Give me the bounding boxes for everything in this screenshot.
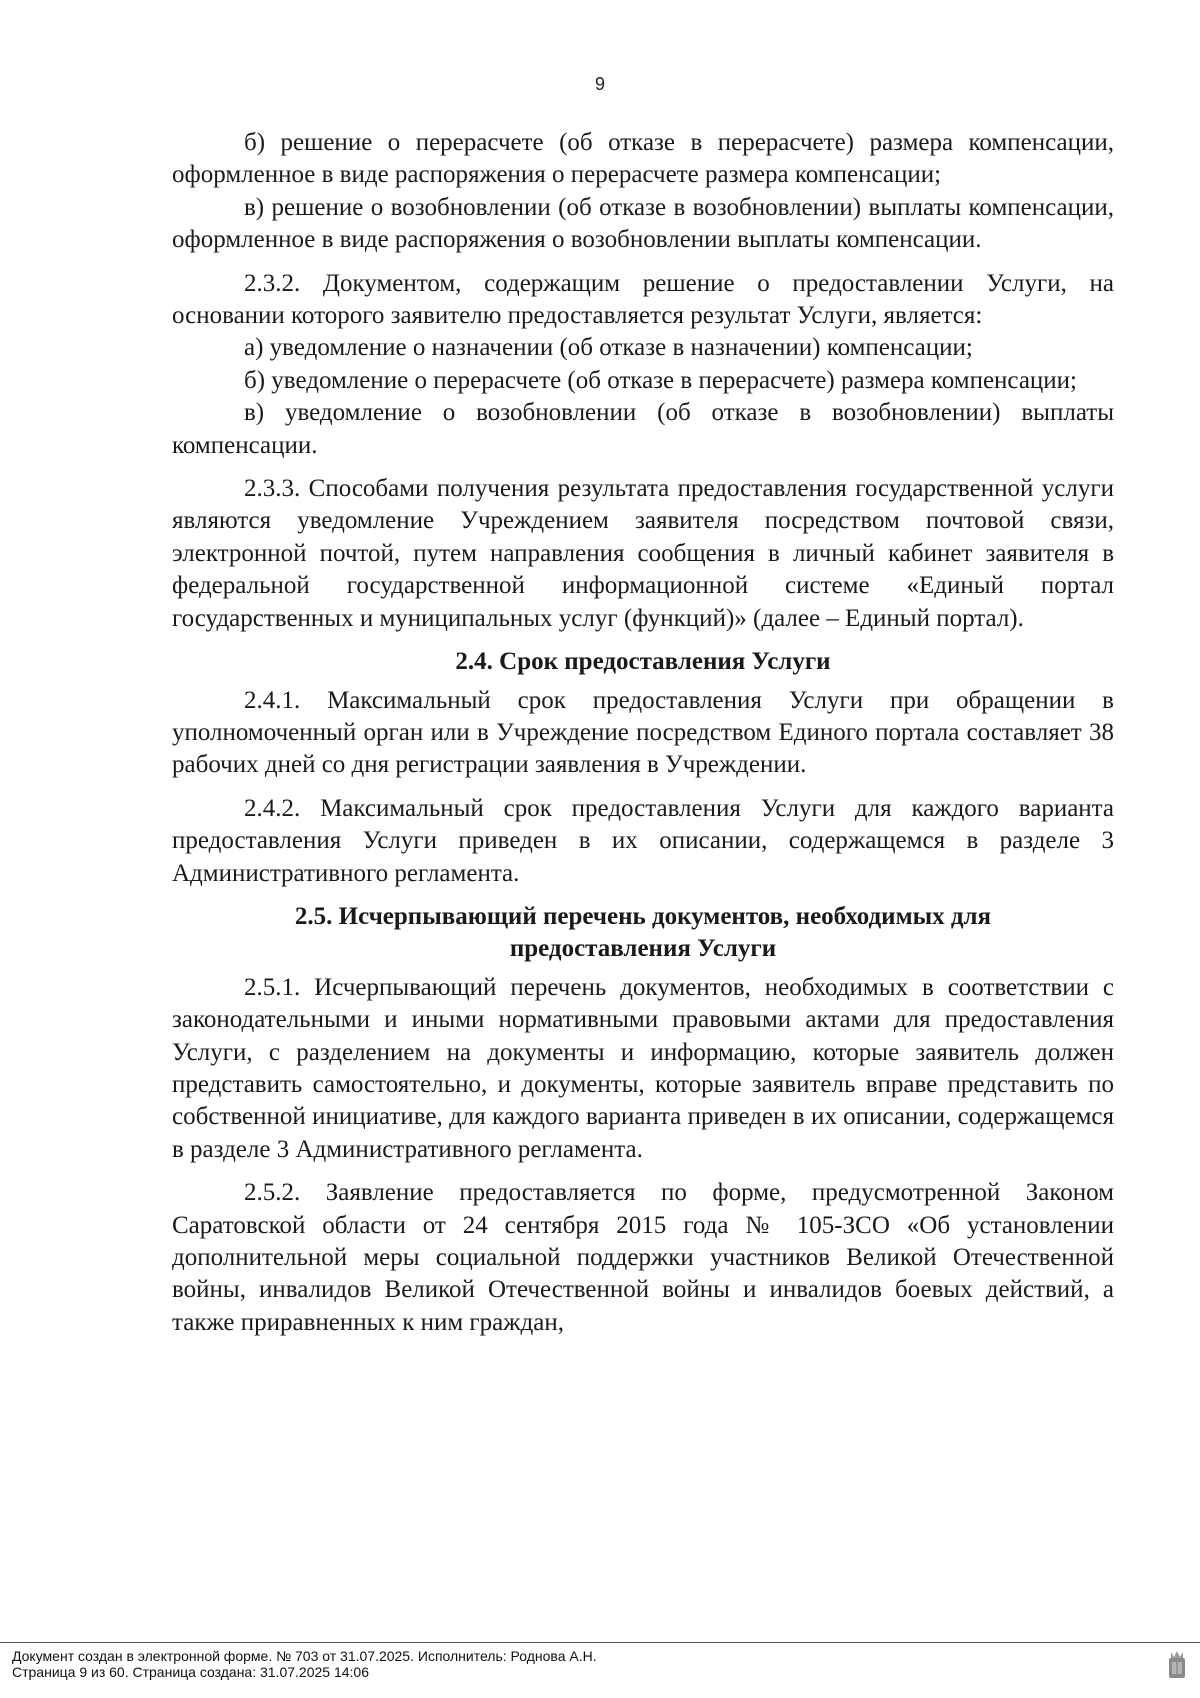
footer-divider [0, 1642, 1200, 1643]
paragraph: 2.5.2. Заявление предоставляется по форме, предусмотренной Законом Саратовской области от 24 сентября 2015 года № 105-ЗСО «Об установлении дополнительной меры социальной поддержки участников Великой Отечественной войны, инвалидов Великой Отечественной войны и инвалидов боевых действий, а также приравненных к ним граждан, [172, 1179, 1114, 1336]
paragraph: в) уведомление о возобновлении (об отказе в возобновлении) выплаты компенсации. [172, 399, 1114, 459]
section-heading: 2.4. Срок предоставления Услуги [455, 648, 831, 676]
coat-of-arms-icon [1166, 1648, 1188, 1684]
document-body [172, 127, 1114, 1339]
footer-line-2: Страница 9 из 60. Страница создана: 31.07.2025 14:06 [12, 1664, 369, 1680]
section-heading: 2.5. Исчерпывающий перечень документов, необходимых для предоставления Услуги [294, 902, 992, 963]
paragraph: б) уведомление о перерасчете (об отказе в перерасчете) размера компенсации; [244, 366, 1078, 394]
paragraph: 2.3.3. Способами получения результата предоставления государственной услуги являются уведомление Учреждением заявителя посредством почтовой связи, электронной почтой, путем направления сообщения в личный кабинет заявителя в федеральной государственной информационной системе «Единый портал государственных и муниципальных услуг (функций)» (далее – Единый портал). [172, 475, 1114, 632]
footer-line-1: Документ создан в электронной форме. № 703 от 31.07.2025. Исполнитель: Роднова А.Н. [12, 1648, 597, 1664]
paragraph: 2.4.2. Максимальный срок предоставления Услуги для каждого варианта предоставления Услуги приведен в их описании, содержащемся в разделе 3 Административного регламента. [172, 794, 1114, 887]
paragraph: в) решение о возобновлении (об отказе в возобновлении) выплаты компенсации, оформленное в виде распоряжения о возобновлении выплаты компенсации. [172, 193, 1114, 254]
document-footer [12, 1648, 597, 1680]
paragraph: б) решение о перерасчете (об отказе в перерасчете) размера компенсации, оформленное в виде распоряжения о перерасчете размера компенсации; [172, 129, 1114, 189]
paragraph: 2.3.2. Документом, содержащим решение о предоставлении Услуги, на основании которого заявителю предоставляется результат Услуги, является: [172, 269, 1114, 330]
paragraph: 2.4.1. Максимальный срок предоставления Услуги при обращении в уполномоченный орган или в Учреждение посредством Единого портала составляет 38 рабочих дней со дня регистрации заявления в Учреждении. [172, 686, 1114, 779]
page-number: 9 [594, 74, 605, 94]
paragraph: а) уведомление о назначении (об отказе в назначении) компенсации; [244, 334, 973, 362]
paragraph: 2.5.1. Исчерпывающий перечень документов, необходимых в соответствии с законодательными и иными нормативными правовыми актами для предоставления Услуги, с разделением на документы и информацию, которые заявитель должен представить самостоятельно, и документы, которые заявитель вправе представить по собственной инициативе, для каждого варианта приведен в их описании, содержащемся в разделе 3 Административного регламента. [172, 973, 1114, 1163]
